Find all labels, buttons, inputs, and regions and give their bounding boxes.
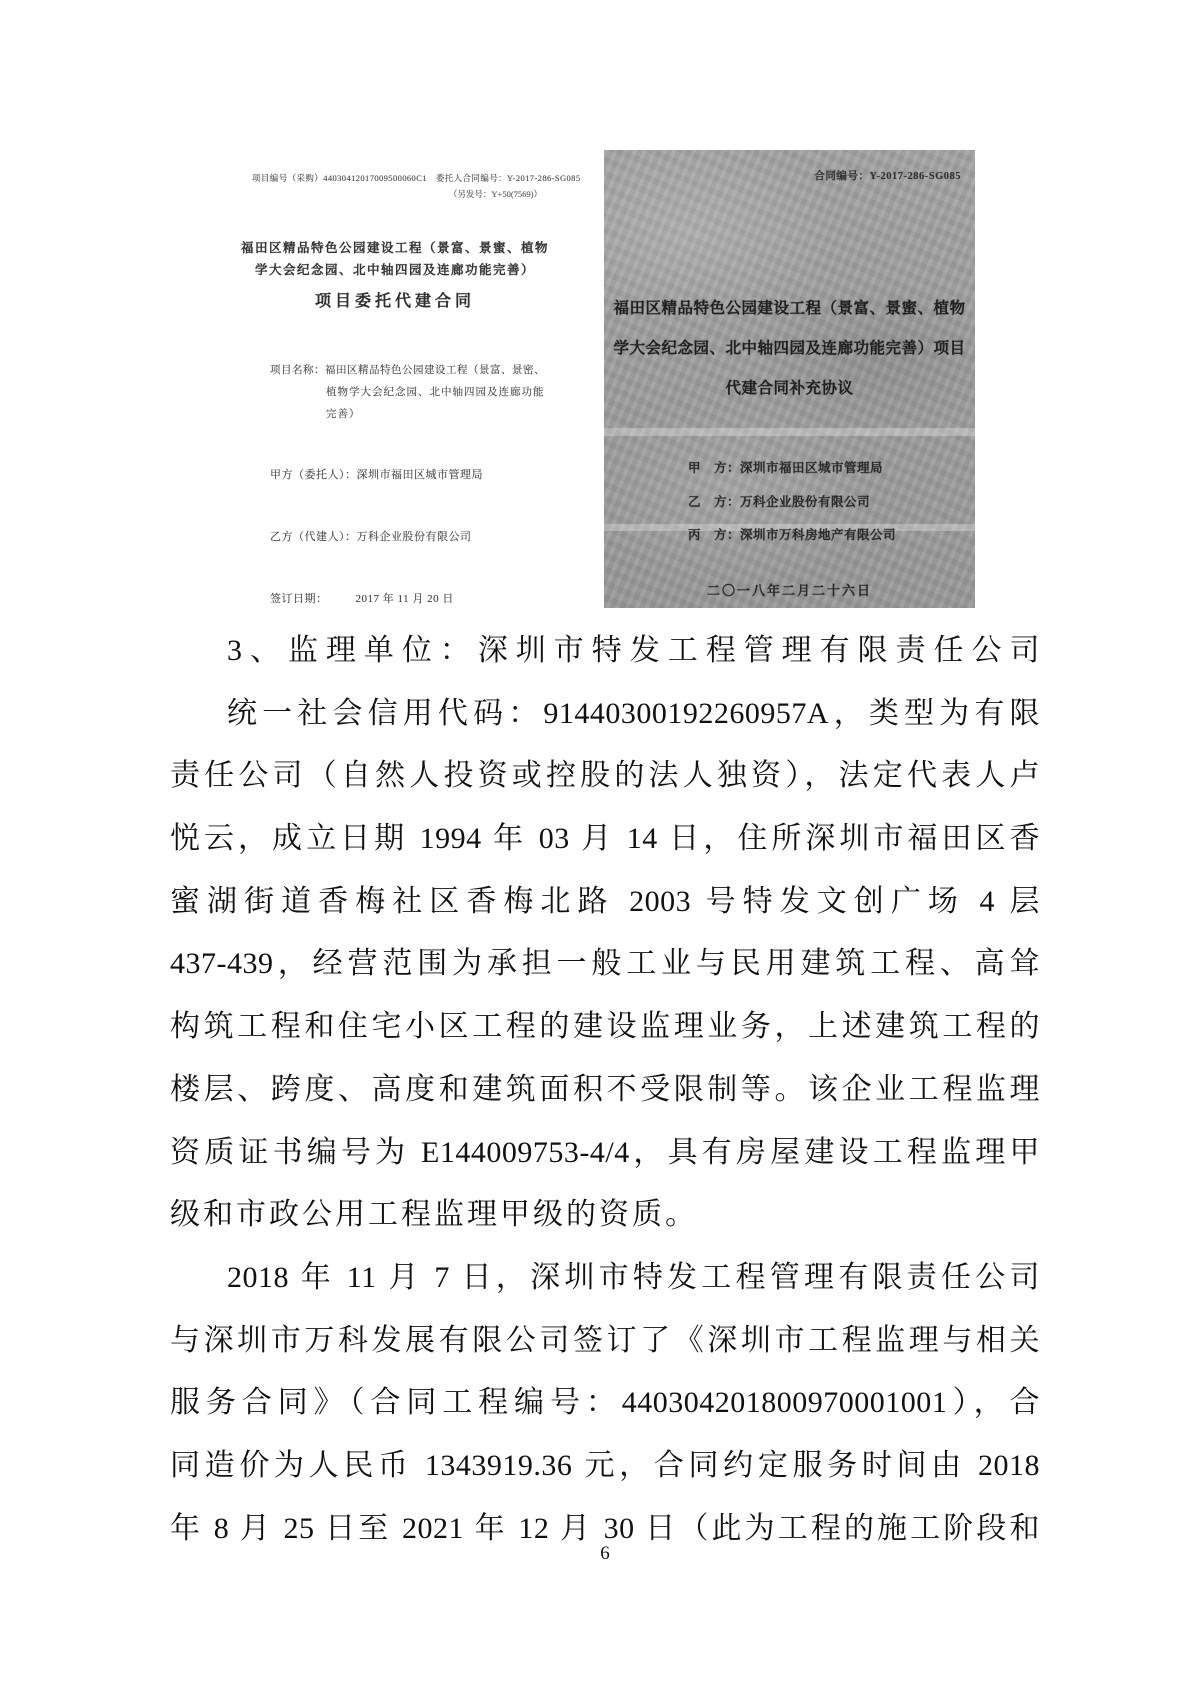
contract-number: 合同编号：Y-2017-286-SG085 [814, 171, 961, 182]
scan-original-contract [230, 150, 581, 615]
contract-title-line-1: 福田区精品特色公园建设工程（景富、景蜜、植物 [240, 241, 549, 255]
body-line: 构筑工程和住宅小区工程的建设监理业务，上述建筑工程的 [170, 1010, 1040, 1044]
body-line: 2018 年 11 月 7 日，深圳市特发工程管理有限责任公司 [227, 1260, 1040, 1294]
document-body [170, 620, 1040, 1560]
sign-date-label: 签订日期： [270, 593, 328, 605]
contract-title-line-2: 学大会纪念园、北中轴四园及连廊功能完善） [254, 263, 535, 277]
sign-date-line [270, 590, 454, 606]
party-a-line: 甲方（委托人）：深圳市福田区城市管理局 [270, 469, 483, 481]
agreement-title-line-2: 学大会纪念园、北中轴四园及连廊功能完善）项目 [613, 340, 966, 357]
body-line: 楼层、跨度、高度和建筑面积不受限制等。该企业工程监理 [170, 1072, 1040, 1106]
sign-date-value: 2017 年 11 月 20 日 [355, 593, 454, 605]
page-number: 6 [600, 1543, 610, 1564]
party-a-line: 甲 方：深圳市福田区城市管理局 [688, 461, 884, 475]
body-line: 服务合同》（合同工程编号：440304201800970001001），合 [170, 1386, 1040, 1420]
body-line: 统一社会信用代码：91440300192260957A，类型为有限 [227, 696, 1040, 730]
party-b-line: 乙 方：万科企业股份有限公司 [688, 495, 871, 509]
body-line: 资质证书编号为 E144009753-4/4，具有房屋建设工程监理甲 [170, 1135, 1040, 1169]
project-name-line-2: 植物学大会纪念园、北中轴四园及连廊功能 [326, 387, 545, 398]
agreement-date: 二〇一八年二月二十六日 [706, 583, 872, 598]
body-line: 级和市政公用工程监理甲级的资质。 [170, 1198, 698, 1232]
contract-doc-type: 项目委托代建合同 [314, 293, 475, 310]
body-line: 与深圳市万科发展有限公司签订了《深圳市工程监理与相关 [170, 1323, 1040, 1357]
scan-light-band [604, 428, 975, 436]
scan-supplementary-agreement [604, 150, 975, 608]
file-number-line: （另发号：Y+50(7569)） [448, 189, 542, 199]
body-line: 年 8 月 25 日至 2021 年 12 月 30 日（此为工程的施工阶段和 [170, 1511, 1040, 1545]
body-line: 悦云，成立日期 1994 年 03 月 14 日，住所深圳市福田区香 [170, 822, 1040, 856]
party-c-line: 丙 方：深圳市万科房地产有限公司 [688, 528, 897, 542]
project-name-line-3: 完善） [326, 409, 361, 420]
agreement-title-line-1: 福田区精品特色公园建设工程（景富、景蜜、植物 [613, 300, 966, 317]
body-line: 责任公司（自然人投资或控股的法人独资），法定代表人卢 [170, 759, 1040, 793]
project-number-line: 项目编号（采购）44030412017009500060C1 委托人合同编号：Y-2017-286-SG085 [252, 173, 581, 183]
body-line: 3、监理单位：深圳市特发工程管理有限责任公司 [227, 634, 1040, 667]
project-name-line-1: 项目名称：福田区精品特色公园建设工程（景富、景密、 [270, 365, 545, 376]
body-line: 蜜湖街道香梅社区香梅北路 2003 号特发文创广场 4 层 [170, 884, 1040, 918]
agreement-title-line-3: 代建合同补充协议 [725, 380, 854, 397]
body-line: 437-439，经营范围为承担一般工业与民用建筑工程、高耸 [170, 947, 1040, 981]
body-line: 同造价为人民币 1343919.36 元，合同约定服务时间由 2018 [170, 1448, 1040, 1482]
party-b-line: 乙方（代建人）：万科企业股份有限公司 [270, 531, 472, 543]
